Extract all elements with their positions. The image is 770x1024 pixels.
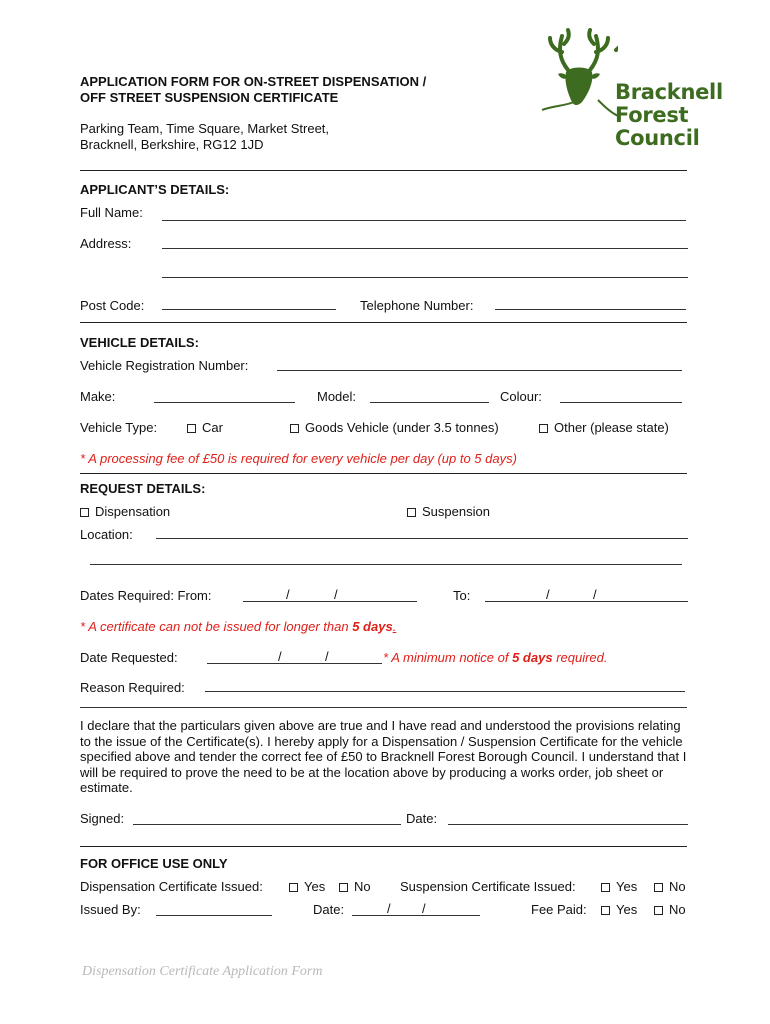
- option-label: Yes: [304, 879, 326, 894]
- colour-field[interactable]: [560, 402, 682, 403]
- office-date-label: Date:: [313, 902, 345, 917]
- vehicle-type-goods[interactable]: [290, 420, 499, 436]
- fee-paid-label: Fee Paid:: [531, 902, 587, 917]
- fee-paid-yes[interactable]: [601, 902, 637, 918]
- date-requested-field[interactable]: [207, 663, 382, 664]
- post-code-label: Post Code:: [80, 298, 145, 313]
- deer-logo-icon: [538, 22, 618, 122]
- date-to-field[interactable]: [485, 601, 688, 602]
- checkbox-icon[interactable]: [80, 508, 89, 517]
- date-separator: /: [286, 587, 290, 602]
- checkbox-icon[interactable]: [539, 424, 548, 433]
- suspension-issued-yes[interactable]: [601, 879, 637, 895]
- option-label: Dispensation: [95, 504, 171, 519]
- option-dispensation[interactable]: [80, 504, 170, 520]
- form-title-line1: APPLICATION FORM FOR ON-STREET DISPENSATION /: [80, 74, 427, 89]
- checkbox-icon[interactable]: [339, 883, 348, 892]
- vehicle-type-label: Vehicle Type:: [80, 420, 158, 435]
- option-label: No: [669, 879, 686, 894]
- vehicle-type-other[interactable]: [539, 420, 669, 436]
- registration-label: Vehicle Registration Number:: [80, 358, 249, 373]
- dispensation-issued-no[interactable]: [339, 879, 371, 895]
- date-separator: /: [387, 901, 391, 916]
- date-from-field[interactable]: [243, 601, 417, 602]
- address-field-line2[interactable]: [162, 277, 688, 278]
- date-separator: /: [325, 649, 329, 664]
- issued-by-label: Issued By:: [80, 902, 141, 917]
- date-separator: /: [593, 587, 597, 602]
- request-heading: REQUEST DETAILS:: [80, 481, 206, 496]
- option-label: Yes: [616, 902, 638, 917]
- vehicle-heading: VEHICLE DETAILS:: [80, 335, 199, 350]
- dispensation-issued-yes[interactable]: [289, 879, 325, 895]
- full-name-field[interactable]: [162, 220, 686, 221]
- date-separator: /: [422, 901, 426, 916]
- model-field[interactable]: [370, 402, 489, 403]
- colour-label: Colour:: [500, 389, 542, 404]
- dispensation-issued-label: Dispensation Certificate Issued:: [80, 879, 263, 894]
- dates-to-label: To:: [453, 588, 471, 603]
- declaration-date-label: Date:: [406, 811, 438, 826]
- reason-field-line2[interactable]: [80, 707, 687, 708]
- location-field-line2[interactable]: [90, 564, 682, 565]
- post-code-field[interactable]: [162, 309, 336, 310]
- make-label: Make:: [80, 389, 116, 404]
- registration-field[interactable]: [277, 370, 682, 371]
- option-suspension[interactable]: [407, 504, 490, 520]
- checkbox-icon[interactable]: [289, 883, 298, 892]
- logo-text-line3: Council: [615, 126, 700, 150]
- address-field-line1[interactable]: [162, 248, 688, 249]
- issued-by-field[interactable]: [156, 915, 272, 916]
- declaration-text: I declare that the particulars given above are true and I have read and understood the provisions relating to the issue of the Certificate(s). I hereby apply for a Dispensation / Suspension Certificate for the vehicle specified above and tender the correct fee of £50 to Bracknell Forest Borough Council. I understand that I will be required to prove the need to be at the location above by producing a works order, job sheet or estimate.: [80, 718, 687, 796]
- telephone-field[interactable]: [495, 309, 686, 310]
- checkbox-icon[interactable]: [601, 906, 610, 915]
- make-field[interactable]: [154, 402, 295, 403]
- telephone-label: Telephone Number:: [360, 298, 474, 313]
- suspension-issued-label: Suspension Certificate Issued:: [400, 879, 576, 894]
- checkbox-icon[interactable]: [407, 508, 416, 517]
- declaration-date-field[interactable]: [448, 824, 688, 825]
- dates-from-label: Dates Required: From:: [80, 588, 212, 603]
- checkbox-icon[interactable]: [654, 906, 663, 915]
- form-title-line2: OFF STREET SUSPENSION CERTIFICATE: [80, 90, 339, 105]
- checkbox-icon[interactable]: [187, 424, 196, 433]
- option-label: Goods Vehicle (under 3.5 tonnes): [305, 420, 499, 435]
- checkbox-icon[interactable]: [601, 883, 610, 892]
- section-divider: [80, 322, 687, 323]
- model-label: Model:: [317, 389, 357, 404]
- reason-field-line1[interactable]: [205, 691, 685, 692]
- applicant-heading: APPLICANT’S DETAILS:: [80, 182, 230, 197]
- notice-note: * A minimum notice of 5 days required.: [383, 650, 608, 665]
- option-label: No: [669, 902, 686, 917]
- option-label: Suspension: [422, 504, 490, 519]
- checkbox-icon[interactable]: [290, 424, 299, 433]
- date-separator: /: [334, 587, 338, 602]
- office-heading: FOR OFFICE USE ONLY: [80, 856, 228, 871]
- date-separator: /: [278, 649, 282, 664]
- reason-label: Reason Required:: [80, 680, 185, 695]
- section-divider: [80, 473, 687, 474]
- logo-text-line2: Forest: [615, 103, 689, 127]
- full-name-label: Full Name:: [80, 205, 143, 220]
- signature-field[interactable]: [133, 824, 401, 825]
- date-requested-label: Date Requested:: [80, 650, 178, 665]
- section-divider: [80, 846, 687, 847]
- footer-title: Dispensation Certificate Application Form: [82, 964, 323, 979]
- fee-paid-no[interactable]: [654, 902, 686, 918]
- signed-label: Signed:: [80, 811, 125, 826]
- location-field-line1[interactable]: [156, 538, 688, 539]
- option-label: Other (please state): [554, 420, 669, 435]
- certificate-note: * A certificate can not be issued for longer than 5 days.: [80, 619, 397, 634]
- vehicle-type-car[interactable]: [187, 420, 223, 436]
- date-separator: /: [546, 587, 550, 602]
- address-label: Address:: [80, 236, 132, 251]
- option-label: Yes: [616, 879, 638, 894]
- checkbox-icon[interactable]: [654, 883, 663, 892]
- section-divider: [80, 170, 687, 171]
- address-line1: Parking Team, Time Square, Market Street,: [80, 121, 330, 136]
- address-line2: Bracknell, Berkshire, RG12 1JD: [80, 137, 264, 152]
- option-label: No: [354, 879, 371, 894]
- fee-note: * A processing fee of £50 is required for every vehicle per day (up to 5 days): [80, 451, 517, 466]
- office-date-field[interactable]: [352, 915, 480, 916]
- suspension-issued-no[interactable]: [654, 879, 686, 895]
- option-label: Car: [202, 420, 223, 435]
- logo-text-line1: Bracknell: [615, 80, 723, 104]
- location-label: Location:: [80, 527, 133, 542]
